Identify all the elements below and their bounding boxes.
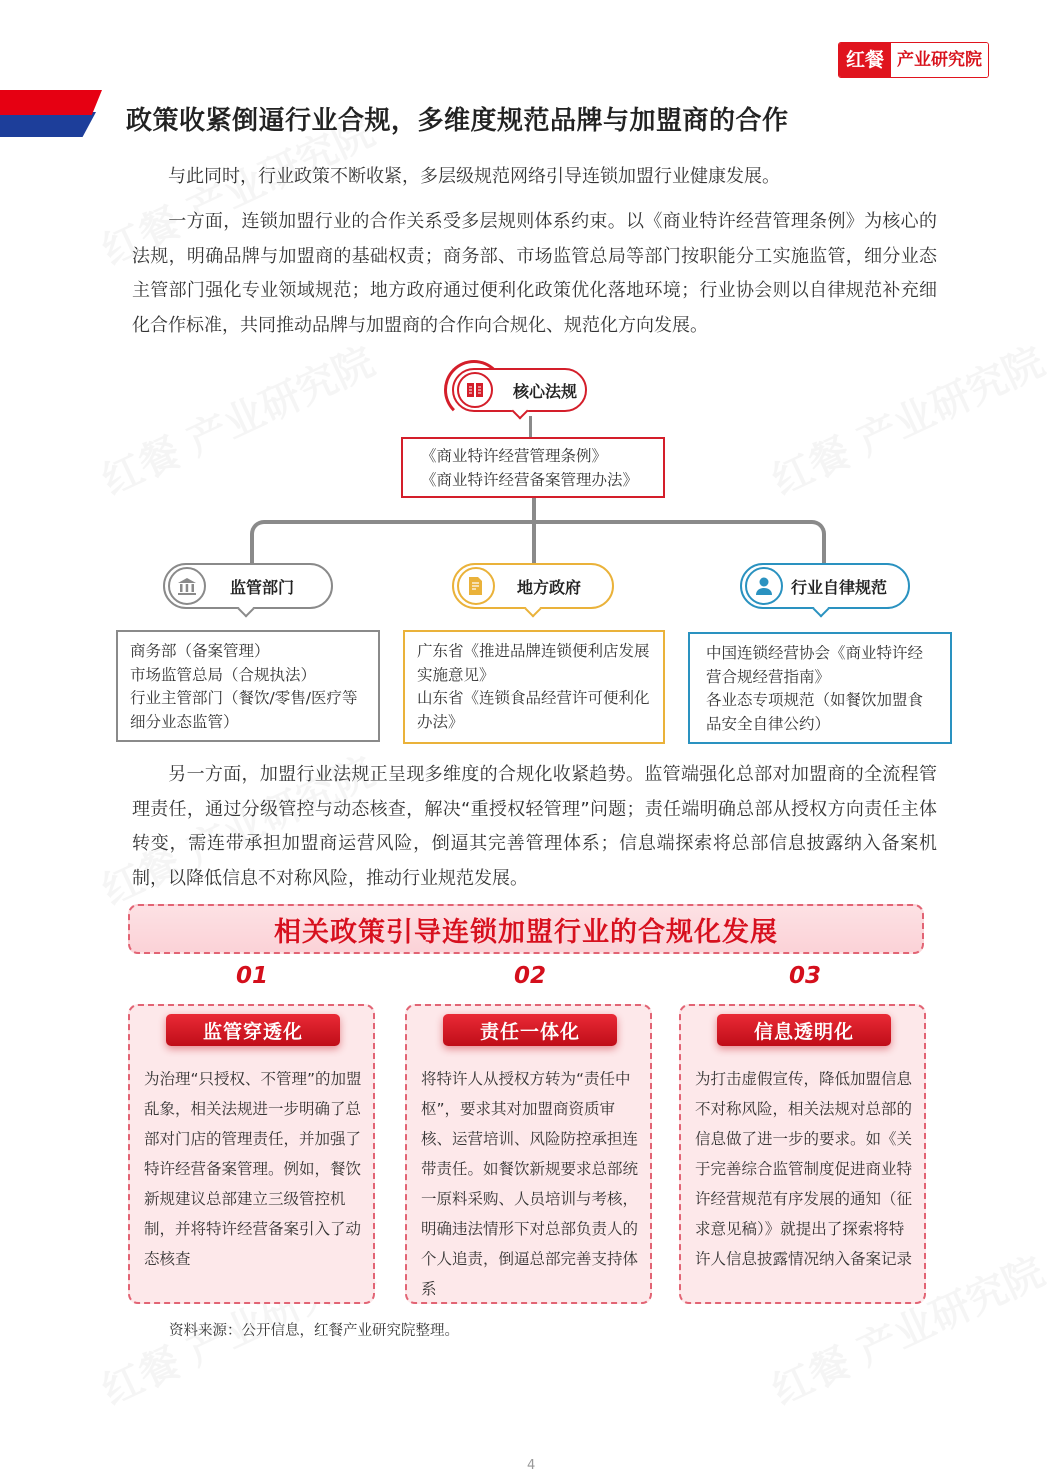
watermark bbox=[92, 331, 382, 507]
branch-item: 中国连锁经营协会《商业特许经营合规经营指南》 bbox=[706, 644, 924, 686]
branch-item: 行业主管部门（餐饮/零售/医疗等细分业态监管） bbox=[130, 689, 358, 731]
paragraph-2 bbox=[132, 205, 937, 343]
book-icon bbox=[457, 372, 493, 408]
card-title: 责任一体化 bbox=[443, 1014, 617, 1046]
branch-label: 地方政府 bbox=[517, 577, 582, 597]
decor-bar-red bbox=[0, 90, 102, 115]
card-number: 01 bbox=[236, 963, 269, 989]
decor-bar-blue bbox=[0, 112, 96, 137]
section-banner-title: 相关政策引导连锁加盟行业的合规化发展 bbox=[274, 916, 778, 948]
paragraph-1 bbox=[132, 160, 937, 195]
card-text: 将特许人从授权方转为“责任中枢”，要求其对加盟商资质审核、运营培训、风险防控承担连带责任。如餐饮新规要求总部统一原料采购、人员培训与考核，明确违法情形下对总部负责人的个人追责，倒逼总部完善支持体系 bbox=[421, 1070, 639, 1298]
card-text: 为治理“只授权、不管理”的加盟乱象，相关法规进一步明确了总部对门店的管理责任，并加强了特许经营备案管理。例如，餐饮新规建议总部建立三级管控机制，并将特许经营备案引入了动态核查 bbox=[144, 1070, 362, 1268]
page-title: 政策收紧倒逼行业合规，多维度规范品牌与加盟商的合作 bbox=[126, 106, 789, 136]
card-title: 信息透明化 bbox=[717, 1014, 891, 1046]
branch-box-regulators bbox=[116, 630, 380, 742]
connector bbox=[529, 416, 532, 438]
document-icon bbox=[457, 567, 495, 605]
brand-logo bbox=[838, 42, 989, 78]
branch-box-self-regulation bbox=[688, 632, 952, 744]
branch-item: 各业态专项规范（如餐饮加盟食品安全自律公约） bbox=[706, 691, 924, 733]
paragraph-3-text: 另一方面，加盟行业法规正呈现多维度的合规化收紧趋势。监管端强化总部对加盟商的全流程管理责任，通过分级管控与动态核查，解决“重授权轻管理”问题；责任端明确总部从授权方向责任主体转变，需连带承担加盟商运营风险，倒逼其完善管理体系；信息端探索将总部信息披露纳入备案机制，以降低信息不对称风险，推动行业规范发展。 bbox=[132, 764, 937, 889]
branch-item: 山东省《连锁食品经营许可便利化办法》 bbox=[417, 689, 650, 731]
core-law-box bbox=[401, 437, 665, 498]
card-title: 监管穿透化 bbox=[166, 1014, 340, 1046]
watermark bbox=[762, 331, 1052, 507]
logo-brand: 红餐 bbox=[839, 43, 891, 77]
core-law-label: 核心法规 bbox=[513, 381, 578, 401]
paragraph-3 bbox=[132, 758, 937, 896]
section-banner bbox=[128, 904, 924, 954]
branch-box-local-gov bbox=[403, 630, 665, 744]
branch-item: 广东省《推进品牌连锁便利店发展实施意见》 bbox=[417, 642, 650, 684]
card-information-transparency bbox=[679, 1004, 926, 1304]
logo-sub: 产业研究院 bbox=[891, 43, 988, 77]
branch-item: 商务部（备案管理） bbox=[130, 642, 270, 660]
card-number: 03 bbox=[789, 963, 822, 989]
card-number: 02 bbox=[514, 963, 547, 989]
card-responsibility-integration bbox=[405, 1004, 652, 1304]
core-law-item: 《商业特许经营备案管理办法》 bbox=[421, 471, 639, 489]
person-icon bbox=[745, 567, 783, 605]
branch-item: 市场监管总局（合规执法） bbox=[130, 665, 317, 684]
branch-label: 监管部门 bbox=[230, 577, 295, 597]
core-law-item: 《商业特许经营管理条例》 bbox=[421, 447, 608, 465]
card-text: 为打击虚假宣传，降低加盟信息不对称风险，相关法规对总部的信息做了进一步的要求。如《关于完善综合监管制度促进商业特许经营规范有序发展的通知（征求意见稿）》就提出了探索将特许人信息披露情况纳入备案记录 bbox=[695, 1070, 913, 1268]
card-regulatory-penetration bbox=[128, 1004, 375, 1304]
branch-pill-self-regulation bbox=[740, 563, 910, 609]
page-number: 4 bbox=[527, 1458, 536, 1473]
source-note: 资料来源：公开信息，红餐产业研究院整理。 bbox=[169, 1323, 459, 1339]
branch-label: 行业自律规范 bbox=[791, 577, 888, 597]
paragraph-2-text: 一方面，连锁加盟行业的合作关系受多层规则体系约束。以《商业特许经营管理条例》为核心的法规，明确品牌与加盟商的基础权责；商务部、市场监管总局等部门按职能分工实施监管，细分业态主管部门强化专业领域规范；地方政府通过便利化政策优化落地环境；行业协会则以自律规范补充细化合作标准，共同推动品牌与加盟商的合作向合规化、规范化方向发展。 bbox=[132, 211, 937, 336]
paragraph-1-text: 与此同时，行业政策不断收紧，多层级规范网络引导连锁加盟行业健康发展。 bbox=[168, 166, 780, 187]
government-building-icon bbox=[168, 567, 206, 605]
